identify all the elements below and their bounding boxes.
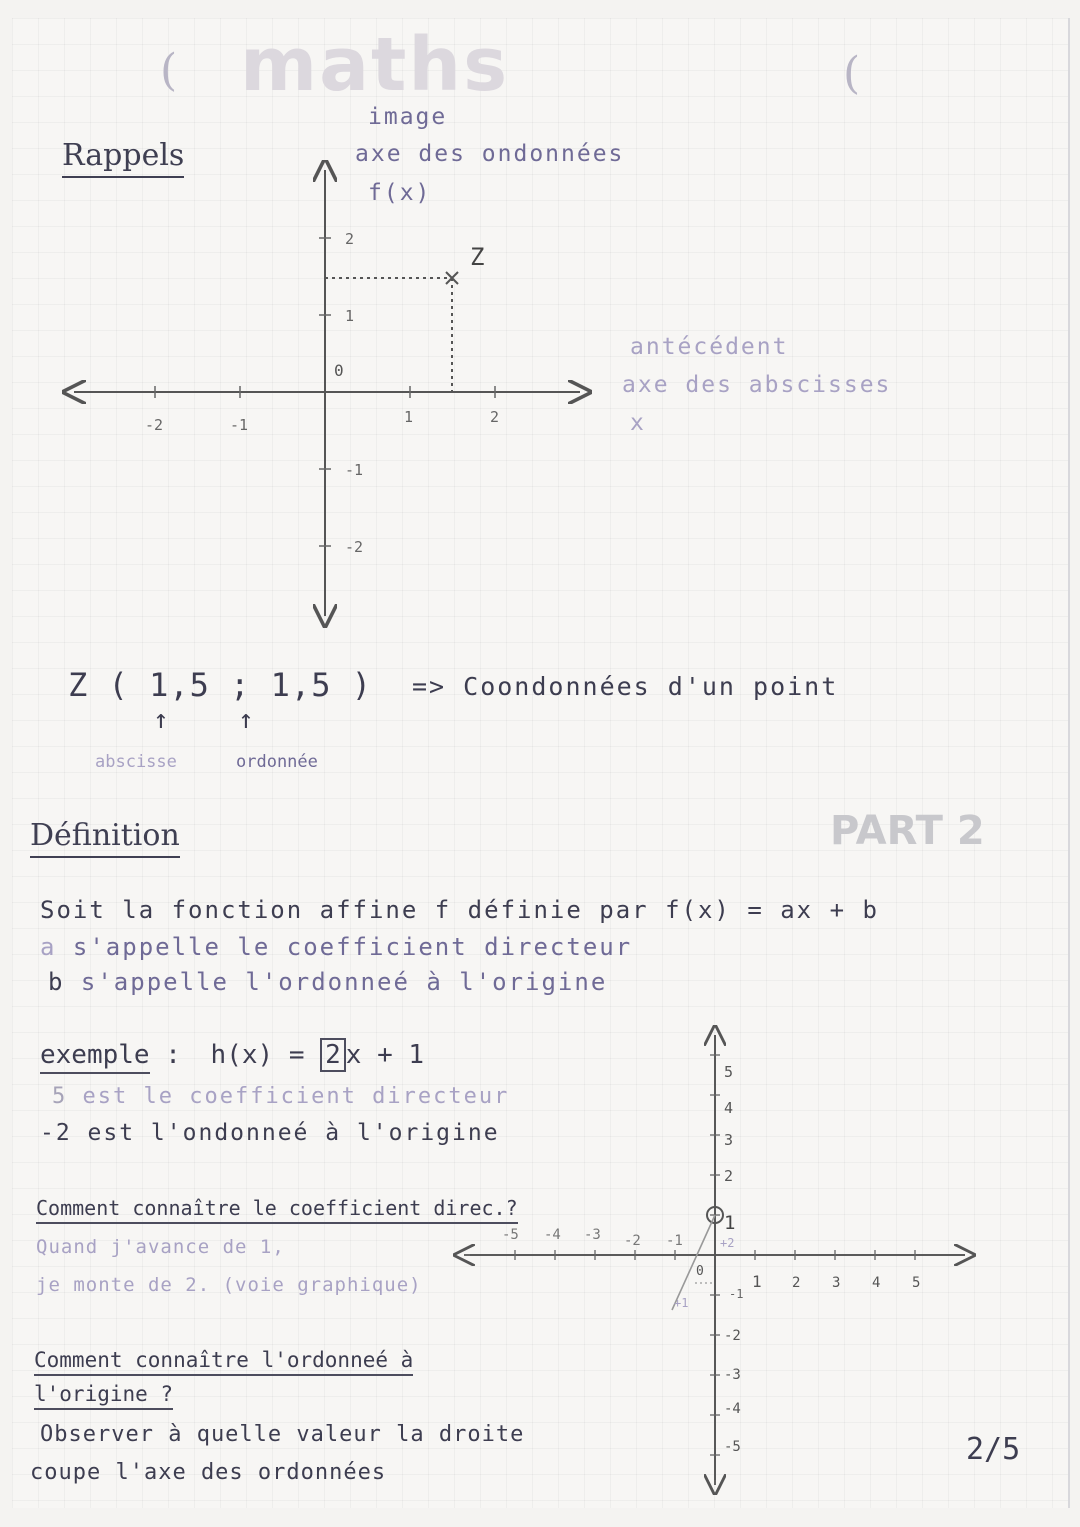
ordonnee-answer-1: Observer à quelle valeur la droite [40,1422,525,1447]
y-tick: 4 [724,1099,734,1117]
x-axis-label-name: axe des abscisses [622,372,892,398]
example-colon: : [165,1040,181,1070]
y-tick: 1 [724,1212,736,1234]
definition-heading: Définition [30,818,180,858]
definition-line: Soit la fonction affine f définie par f(x) = ax + b [40,896,879,924]
y-tick: -1 [729,1287,744,1301]
origin-label: 0 [696,1264,704,1279]
example-coef-text: est le coefficient directeur [82,1084,510,1109]
arrow-up-icon: ↑ [238,705,254,735]
y-tick: -3 [724,1367,741,1383]
ordonnee-label: ordonnée [236,752,318,772]
x-tick: 3 [832,1275,841,1291]
definition-line-b [48,968,607,996]
rappels-graph [60,160,600,630]
example-expr-suffix: x + 1 [345,1040,425,1070]
y-tick: 1 [345,307,355,325]
x-tick: -1 [666,1233,683,1249]
y-axis-label-fx: f(x) [368,180,432,206]
x-tick: -3 [584,1227,601,1243]
coef-definition: s'appelle le coefficient directeur [72,933,633,961]
x-axis-label-x: x [630,410,646,436]
y-tick: -5 [724,1439,741,1455]
x-tick: 4 [872,1275,881,1291]
abscisse-label: abscisse [95,752,177,772]
coef-answer-2: je monte de 2. (voie graphique) [36,1274,422,1296]
ordonnee-definition: s'appelle l'ordonneé à l'origine [80,968,608,996]
step-up-label: +2 [720,1236,735,1250]
example-coef-value: 5 [52,1084,68,1109]
coordinates-caption: => Coondonnées d'un point [412,672,839,701]
x-tick: -4 [544,1227,561,1243]
example-boxed-coef: 2 [320,1038,346,1072]
point-z-cross [446,272,458,284]
x-tick: -1 [230,416,249,434]
x-tick: -2 [624,1233,641,1249]
y-tick: 2 [345,230,355,248]
y-tick: 3 [724,1131,734,1149]
definition-line-a [40,933,632,961]
y-axis-label-name: axe des ondonnées [355,141,625,167]
title-paren-right: ( [843,48,861,99]
y-tick: -1 [345,461,364,479]
x-tick: -2 [145,416,164,434]
coef-question: Comment connaître le coefficient direc.? [36,1196,518,1224]
y-tick: -4 [724,1401,741,1417]
example-line [40,1040,424,1070]
title-paren-left: ( [160,45,178,96]
coef-answer-1: Quand j'avance de 1, [36,1236,285,1258]
ordonnee-question-1: Comment connaître l'ordonneé à [34,1348,413,1376]
page-title: maths [240,22,510,108]
example-ordonnee-line: -2 est l'ondonneé à l'origine [40,1120,500,1146]
point-z-label: Z [470,243,485,271]
ordonnee-question-2: l'origine ? [34,1382,173,1410]
rappels-heading: Rappels [62,138,184,178]
y-axis-label-image: image [368,104,448,130]
example-expr-prefix: h(x) = [210,1040,305,1070]
example-label: exemple [40,1040,150,1074]
y-tick: 2 [724,1167,734,1185]
x-tick: 1 [404,408,414,426]
letter-b: b [48,968,65,996]
origin-label: 0 [334,361,344,380]
arrow-up-icon: ↑ [153,705,169,735]
x-tick: -5 [502,1227,519,1243]
x-tick: 2 [792,1275,801,1291]
page-number: 2/5 [966,1432,1021,1467]
y-tick: -2 [724,1328,741,1344]
point-coordinates: Z ( 1,5 ; 1,5 ) [68,666,372,704]
x-tick: 1 [752,1272,762,1291]
x-tick: 2 [490,408,500,426]
step-right-label: +1 [674,1296,689,1310]
letter-a: a [40,933,57,961]
y-tick: -2 [345,538,364,556]
y-tick: 5 [724,1063,734,1081]
x-axis-label-antecedent: antécédent [630,334,789,360]
part-label: PART 2 [830,808,985,854]
example-graph [440,1025,980,1495]
ordonnee-answer-2: coupe l'axe des ordonnées [30,1460,387,1485]
x-tick: 5 [912,1275,921,1291]
